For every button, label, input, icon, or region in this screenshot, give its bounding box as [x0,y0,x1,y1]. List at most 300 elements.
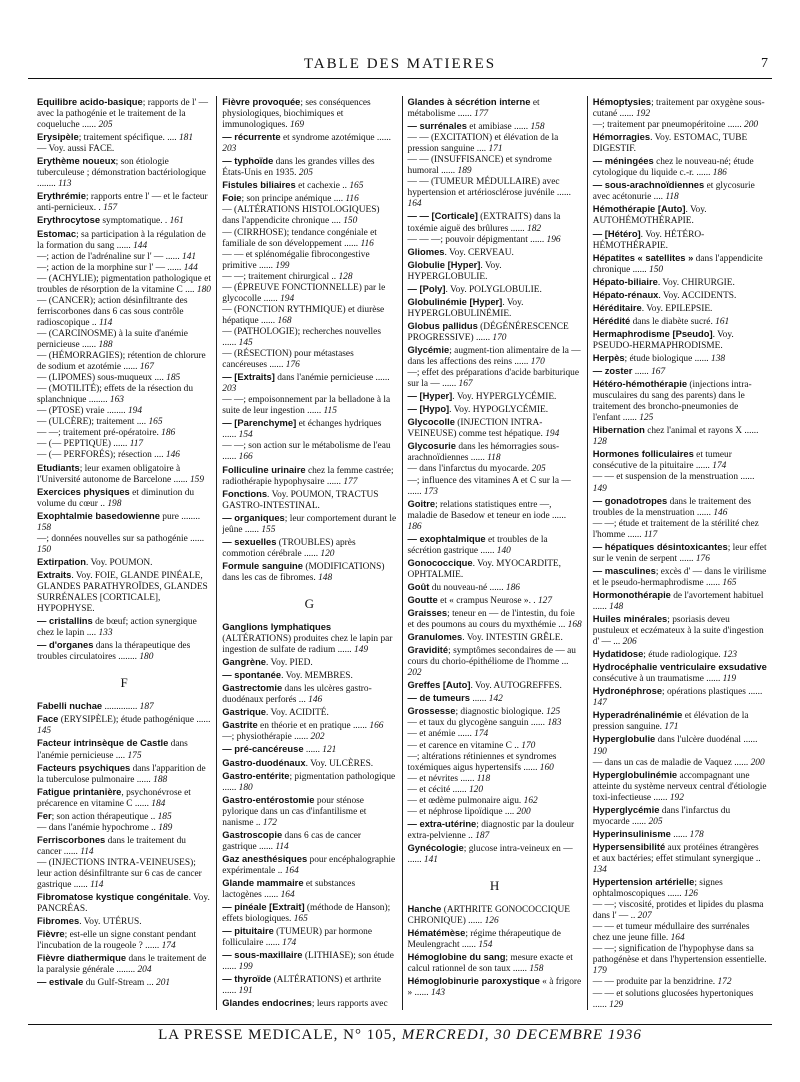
entry-text: de bœuf; action synergique chez le lapin .... [37,617,197,639]
entry-text: . Voy. HYPOGLYCÉMIE. [449,405,549,416]
entry-page-number: 118 [476,773,491,784]
entry-page-number: 167 [139,362,154,373]
index-entry [222,441,396,463]
index-entry [222,901,396,925]
index-entry [222,757,396,770]
entry-heading: Hépato-rénaux [592,288,659,300]
index-entry [408,774,582,785]
entry-page-number: 178 [689,829,704,840]
index-entry [37,762,211,786]
entry-page-number: 120 [320,548,335,559]
entry-page-number: 187 [139,702,154,713]
index-entry [37,810,211,823]
entry-page-number: 163 [109,395,124,406]
entry-text: — — et splénomégalie fibrocongestive primitive ...... [222,249,370,271]
index-entry [593,495,767,519]
index-entry [222,228,396,250]
index-entry [222,853,396,877]
entry-text: —; action de la morphine sur l' — ...... [37,262,182,273]
index-entry [593,758,767,769]
entry-heading: — sous-arachnoïdiennes [592,179,705,191]
entry-page-number: 148 [318,572,333,583]
index-entry [222,877,396,901]
index-entry [408,246,582,259]
entry-text: ; est-elle un signe constant pendant l'incubation de la rougeole ? ...... [37,930,197,952]
entry-heading: Folliculine urinaire [222,463,306,475]
entry-page-number: 128 [592,437,607,448]
entry-heading: Huiles minérales [592,613,668,625]
entry-heading: Erythème noueux [37,155,116,167]
entry-page-number: 172 [262,817,277,828]
index-entry [408,403,582,416]
entry-text: . Voy. HYPERGLOBULINÉMIE. [407,297,524,319]
entry-text: — — et tumeur médullaire des surrénales chez une jeune fille. [592,922,750,944]
entry-text: ; diagnostic par la douleur extra-pelvienne .. [407,819,575,841]
index-entry [222,417,396,441]
entry-page-number: 207 [637,911,652,922]
index-entry [222,949,396,973]
entry-page-number: 196 [546,234,561,245]
entry-heading: Gastroscopie [222,828,283,840]
entry-heading: Gliomes [407,245,445,257]
entry-text: —; altérations rétiniennes et syndromes toxémiques aigus hypertensifs ...... [407,751,557,773]
entry-text: —; données nouvelles sur sa pathogénie ...... [37,533,205,544]
journal-name: LA PRESSE MEDICALE, N° 105, [158,1027,397,1043]
entry-text: . Voy. AUTOHÉMOTHÉRAPIE. [592,205,707,227]
index-entry [222,794,396,829]
entry-heading: Hérédité [592,314,631,326]
entry-text: — (ACHYLIE); pigmentation pathologique et troubles de résorption de la vitamine C .... [37,273,211,295]
entry-text: (ALTÉRATIONS) et arthrite ...... [222,975,382,997]
entry-page-number: 145 [238,337,253,348]
entry-page-number: 180 [196,284,211,295]
entry-text: — (MOTILITÉ); effets de la résection du splanchnique ........ [37,384,194,406]
entry-page-number: 146 [713,507,728,518]
entry-heading: — organiques [222,511,285,523]
page-title: TABLE DES MATIERES [303,56,497,72]
entry-text: dans les hémorragies sous-arachnoïdiennes ...... [407,442,560,464]
entry-page-number: 200 [750,757,765,768]
entry-page-number: 194 [127,406,143,417]
index-entry [408,557,582,581]
index-entry [408,464,582,475]
index-column-1 [32,96,216,1010]
entry-page-number: 168 [567,620,582,631]
entry-page-number: 174 [712,461,727,472]
entry-heading: Hyperadrénalinémie [592,709,683,721]
entry-page-number: 150 [37,544,52,555]
index-entry [37,928,211,952]
entry-text: ; leurs rapports avec [311,999,388,1010]
issue-date: MERCREDI, 30 DECEMBRE 1936 [401,1027,642,1043]
entry-text: ; symptômes secondaires de — au cours du chorio-épithéliome de l'homme ... [407,646,576,668]
index-entry [593,203,767,227]
entry-heading: Facteurs psychiques [37,761,131,773]
index-entry [37,823,211,834]
entry-text: dans la thérapeutique des troubles circulatoires ........ [37,641,191,663]
entry-heading: Hypersensibilité [592,840,666,852]
entry-text: dans l'anémie pernicieuse .... [37,739,188,761]
entry-text: dans l'anémie pernicieuse ...... [274,373,390,384]
entry-heading: Globus pallidus [407,319,478,331]
index-entry [37,462,211,486]
entry-heading: Hyperglycémie [592,803,660,815]
entry-text: et métabolisme ...... [407,98,540,120]
entry-heading: — sexuelles [222,535,277,547]
entry-text: pour encéphalographie expérimentale .. [222,854,396,876]
index-entry [593,900,767,922]
index-entry [37,737,211,761]
index-entry [222,536,396,560]
entry-text: . Voy. INTESTIN GRÊLE. [462,633,563,644]
entry-page-number: 121 [322,745,337,756]
entry-page-number: 204 [137,965,152,976]
entry-text: — —; étude et traitement de la stérilité chez l'homme ...... [592,518,759,540]
entry-heading: Hémoglobinurie paroxystique [407,975,540,987]
entry-text: — et taux du glycogène sanguin ...... [407,718,545,729]
entry-text: — —; empoisonnement par la belladone à la suite de leur ingestion ...... [222,395,391,417]
index-entry [37,915,211,928]
index-entry [222,464,396,488]
entry-page-number: 162 [523,795,538,806]
index-entry [222,395,396,417]
entry-heading: Gangrène [222,656,267,668]
entry-page-number: 170 [530,357,545,368]
entry-heading: Hyperinsulinisme [592,827,671,839]
entry-text: accompagnant une atteinte du système nerveux central d'étiologie toxi-infectieuse ...... [592,770,767,803]
index-entry [37,713,211,737]
entry-text: — —; son action sur le métabolisme de l'eau ...... [222,441,391,463]
index-entry [408,951,582,975]
entry-page-number: 166 [369,721,384,732]
entry-heading: Fer [37,809,52,821]
entry-page-number: 199 [275,260,290,271]
entry-text: — —; signification de l'hypophyse dans sa pathogénèse et dans l'hypertension essentielle. [592,944,767,966]
entry-text: et échanges hydriques ...... [222,419,382,441]
index-entry [222,179,396,192]
index-entry [222,349,396,371]
entry-heading: Héréditaire [592,301,642,313]
entry-heading: Gastrite [222,719,258,731]
entry-heading: Ferriscorbones [37,833,106,845]
index-entry [408,679,582,692]
index-entry [593,289,767,302]
entry-page-number: 147 [592,698,607,709]
entry-text: ; excès d' — dans le virilisme et le pseudo-hermaphrodisme ...... [592,566,767,588]
entry-page-number: 145 [37,726,52,737]
entry-page-number: 174 [474,729,489,740]
entry-text: ; régime thérapeutique de Meulengracht ...... [407,929,561,951]
entry-text: (LITHIASE); son étude ...... [222,951,394,973]
index-entry [593,977,767,988]
entry-page-number: 114 [80,846,94,857]
entry-text: pour sténose pylorique dans un cas d'infantilisme et nanisme .. [222,795,367,828]
entry-heading: — [Hyper] [407,390,453,402]
index-entry [37,274,211,296]
entry-text: dans les ulcères gastro-duodénaux perforés ... [222,684,372,706]
index-entry [408,177,582,210]
entry-text: ; glucose intra-veineux en — ...... [407,843,573,865]
entry-text: — (ULCÈRE); traitement .... [37,417,147,428]
index-entry [222,305,396,327]
entry-page-number: 125 [639,413,654,424]
index-entry [408,120,582,133]
entry-text: et glycosurie avec acétonurie .... [592,181,755,203]
entry-heading: Exercices physiques [37,485,130,497]
entry-text: ...... [470,694,487,705]
entry-page-number: 205 [298,168,313,179]
entry-page-number: 154 [238,430,253,441]
index-entry [37,214,211,227]
entry-heading: — typhoïde [222,155,274,167]
entry-page-number: 186 [161,428,176,439]
entry-page-number: 149 [592,483,607,494]
entry-page-number: 165 [722,577,737,588]
entry-text: . Voy. UTÉRUS. [79,917,142,928]
entry-page-number: 194 [545,429,560,440]
entry-heading: Fatigue printanière [37,785,122,797]
index-entry [37,384,211,406]
index-entry [593,733,767,757]
entry-text: . Voy. ACCIDENTS. [658,290,737,301]
entry-text: « à frigore » ...... [407,977,582,999]
entry-text: — — et solutions glucosées hypertoniques ...... [592,988,754,1010]
entry-heading: Greffes [Auto] [407,679,471,691]
section-letter: G [304,595,315,611]
index-entry [37,786,211,810]
entry-text: ...... [670,829,688,840]
index-entry [37,190,211,214]
entry-text: ; signes ophtalmoscopiques ...... [592,878,723,900]
index-entry [408,842,582,866]
index-entry [593,565,767,589]
entry-heading: Hydronéphrose [592,685,663,697]
index-column-2 [216,96,401,1010]
index-entry [222,770,396,794]
entry-page-number: 165 [349,181,364,192]
entry-text: (ALTÉRATIONS) produites chez le lapin par ingestion de sulfate de radium ...... [222,634,393,656]
entry-page-number: 206 [622,637,637,648]
index-entry [593,424,767,448]
entry-page-number: 205 [648,816,663,827]
entry-page-number: 166 [238,452,253,463]
entry-page-number: 158 [530,122,545,133]
entry-page-number: 192 [669,792,684,803]
entry-page-number: 185 [157,811,172,822]
entry-text: — — (INSUFFISANCE) et syndrome humoral ...... [407,155,552,177]
entry-text: en théorie et en pratique ...... [257,721,368,732]
entry-text: — et névrites ...... [407,773,475,784]
entry-heading: — masculines [592,564,656,576]
entry-page-number: 134 [592,865,607,875]
entry-text: — (INJECTIONS INTRA-VEINEUSES); leur action désinfiltrante sur 6 cas de cancer gastrique ...... [37,857,202,891]
entry-heading: Gastrectomie [222,682,283,694]
index-entry [37,639,211,663]
index-entry [37,952,211,976]
index-entry [222,669,396,682]
entry-page-number: 167 [651,367,666,378]
entry-text: (INJECTION INTRA-VEINEUSE) comme test hépatique. [407,418,543,440]
index-entry [593,131,767,155]
entry-heading: Glycocolle [407,416,455,428]
entry-text: de l'avortement habituel ...... [592,590,764,612]
entry-text: ; étude radiologique. [643,650,721,661]
entry-page-number: 184 [151,798,166,809]
index-entry [408,607,582,631]
entry-text: ; relations statistiques entre —, maladie de Basedow et teneur en iode ...... [407,499,567,521]
entry-text: dans le traitement des troubles de la menstruation ...... [592,496,752,518]
entry-text: — — (TUMEUR MÉDULLAIRE) avec hypertension et artériosclérose juvénile ...... [407,177,571,199]
entry-heading: Equilibre acido-basique [37,96,143,107]
entry-heading: Goitre [407,497,436,509]
index-entry [408,594,582,607]
entry-text: . Voy. CHIRURGIE. [657,277,735,288]
entry-text: symptomatique. . [100,216,168,227]
entry-page-number: 148 [609,601,624,612]
entry-text: ; étude biologique ...... [624,353,709,364]
index-column-3 [402,96,587,1010]
entry-heading: Glandes endocrines [222,997,312,1009]
entry-text: , psychonévrose et précarence en vitamine C ...... [37,787,191,809]
entry-page-number: 150 [343,216,358,227]
entry-page-number: 142 [488,694,503,705]
index-entry [222,560,396,584]
entry-text: — (— PERFORÉS); résection .... [37,450,164,461]
entry-heading: Facteur intrinsèque de Castle [37,737,169,749]
index-entry [408,975,582,999]
entry-text: — (CARCINOSME) à la suite d'anémie pernicieuse ...... [37,328,188,350]
entry-heading: Extirpation [37,555,86,567]
index-entry [408,796,582,807]
entry-text: ; son action thérapeutique .. [51,811,156,822]
entry-page-number: 141 [423,855,438,865]
entry-heading: Grossesse [407,705,456,717]
index-entry [222,488,396,512]
index-entry [37,891,211,915]
index-entry [37,131,211,144]
entry-page-number: 155 [261,524,276,535]
entry-text: — Voy. aussi FACE. [37,144,115,155]
index-entry [222,743,396,756]
entry-heading: — pré-cancéreuse [222,743,304,755]
entry-page-number: 190 [592,746,607,757]
entry-heading: Hydatidose [592,648,644,660]
index-entry [408,210,582,234]
entry-heading: — cristallins [37,615,93,627]
index-entry [222,192,396,205]
entry-page-number: 149 [354,645,369,656]
index-entry [37,296,211,329]
index-entry [408,155,582,177]
entry-page-number: 126 [484,916,499,927]
entry-page-number: 172 [717,977,732,988]
entry-page-number: 176 [695,553,710,564]
entry-heading: Fièvre provoquée [222,96,301,107]
entry-page-number: 189 [457,166,472,177]
entry-heading: Fièvre [37,928,65,940]
entry-page-number: 170 [521,740,536,751]
entry-page-number: 186 [712,168,727,179]
entry-page-number: 120 [468,784,483,795]
entry-text: — (— PEPTIQUE) ...... [37,439,128,450]
entry-heading: — [Poly] [407,282,446,294]
entry-text: — (LIPOMES) sous-muqueux .... [37,373,164,384]
index-entry [222,656,396,669]
entry-text: (EXTRAITS) dans la toxémie aiguë des brûlures ...... [407,212,561,234]
entry-text: —; physiothérapie ...... [222,732,309,743]
entry-page-number: 186 [407,521,422,532]
entry-text: — (HÉMORRAGIES); rétention de chlorure de sodium et azotémie ...... [37,351,206,373]
index-columns [32,96,772,1010]
index-entry [408,927,582,951]
index-entry [593,302,767,315]
entry-page-number: 191 [238,986,253,997]
entry-page-number: 176 [285,360,300,371]
index-entry [37,252,211,263]
index-entry [408,235,582,246]
index-entry [593,922,767,944]
entry-heading: — — [Corticale] [407,210,478,222]
index-entry [37,486,211,510]
index-entry [408,729,582,740]
entry-text: — dans un cas de maladie de Vaquez ...... [592,757,749,768]
entry-text: (méthode de Hanson); effets biologiques. [222,903,391,925]
entry-page-number: 161 [715,316,730,327]
entry-heading: — de tumeurs [407,692,471,704]
entry-heading: Fabelli nuchae [37,700,103,712]
entry-text: dans 6 cas de cancer gastrique ...... [222,830,362,852]
entry-page-number: 171 [664,722,679,733]
entry-text: . Voy. HYPERGLOBULIE. [407,260,502,282]
index-entry [593,661,767,685]
entry-text: ; opérations plastiques ...... [662,687,763,698]
entry-heading: Hétéro-hémothérapie [592,378,688,390]
entry-text: (TUMEUR) par hormone folliculaire ...... [222,927,372,949]
entry-text: ; sa participation à la régulation de la formation du sang ...... [37,229,206,251]
index-entry [593,589,767,613]
entry-text: ...... [303,745,320,756]
entry-page-number: 138 [711,353,726,364]
entry-page-number: 185 [166,373,181,384]
entry-page-number: 174 [282,938,297,949]
entry-text: consécutive à un traumatisme ...... [592,674,721,685]
entry-text: — — (EXCITATION) et élévation de la pression sanguine .... [407,133,559,155]
entry-heading: Fièvre diathermique [37,952,127,964]
entry-text: du nouveau-né ...... [429,582,504,593]
entry-heading: — hépatiques désintoxicantes [592,540,728,552]
entry-text: du Gulf-Stream ... [83,978,154,989]
entry-page-number: 117 [643,529,658,540]
index-entry [37,534,211,556]
index-entry [593,120,767,131]
entry-page-number: 175 [127,750,142,761]
index-entry [593,989,767,1010]
index-entry [222,205,396,227]
entry-text: chez l'animal et rayons X ...... [644,426,759,437]
entry-page-number: 205 [98,120,113,131]
entry-text: et tumeur consécutive de la pituitaire ...... [592,450,732,472]
entry-page-number: 125 [546,707,561,718]
entry-text: dans l'ulcère duodénal ...... [655,735,758,746]
entry-page-number: 203 [222,144,237,155]
entry-text: . Voy. MEMBRES. [281,671,353,682]
entry-text: ; son étiologie tuberculeuse ; démonstration bactériologique ........ [37,157,206,190]
index-entry [593,709,767,733]
entry-text: dans le traitement du cancer ...... [37,835,186,857]
entry-page-number: 146 [165,450,180,461]
entry-page-number: 144 [183,262,198,273]
entry-heading: — estivale [37,976,84,988]
